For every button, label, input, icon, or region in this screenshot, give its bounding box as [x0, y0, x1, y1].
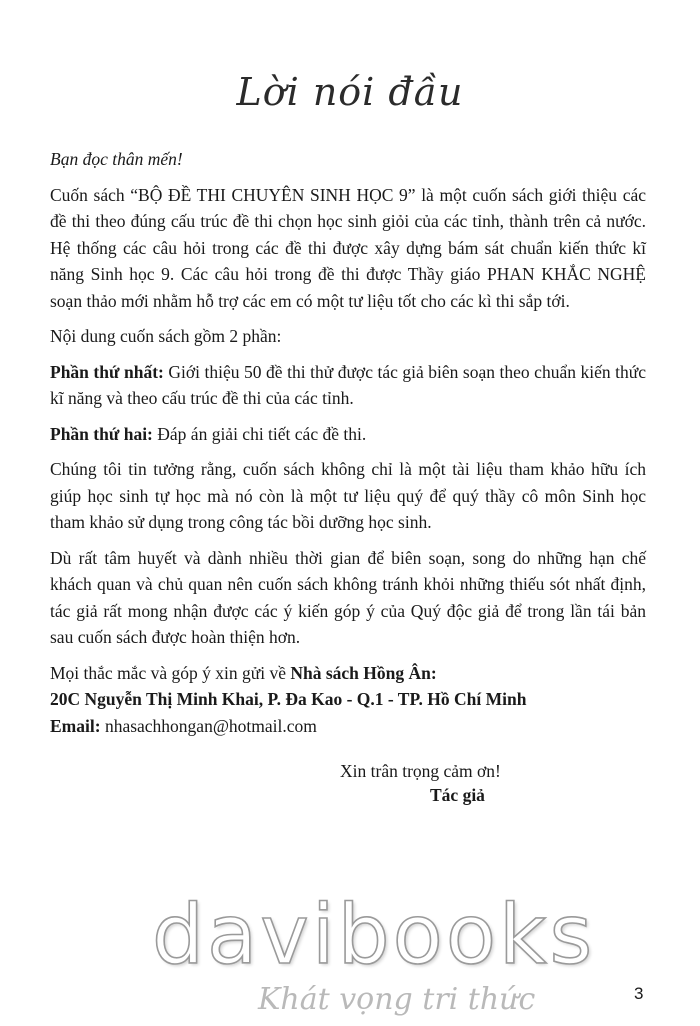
watermark-slogan: Khát vọng tri thức [258, 982, 536, 1017]
part2-label: Phần thứ hai: [50, 423, 153, 444]
part1-paragraph [50, 359, 646, 412]
part2-text: Đáp án giải chi tiết các đề thi. [152, 423, 367, 444]
email-line [50, 713, 646, 740]
apology-paragraph: Dù rất tâm huyết và dành nhiều thời gian để biên soạn, song do những hạn chế khách quan và chủ quan nên cuốn sách không tránh khỏi những thiếu sót nhất định, tác giả rất mong nhận được các ý kiến góp ý của Quý độc giả để trong lần tái bản sau cuốn sách được hoàn thiện hơn. [50, 547, 646, 647]
page-number: 3 [634, 984, 644, 1003]
belief-paragraph: Chúng tôi tin tưởng rằng, cuốn sách không chỉ là một tài liệu tham khảo hữu ích giúp học sinh tự học mà nó còn là một tư liệu quý để quý thầy cô môn Sinh học tham khảo sử dụng trong công tác bồi dưỡng học sinh. [50, 459, 646, 532]
part2-paragraph [50, 421, 646, 448]
watermark-brand: davibooks [152, 888, 596, 983]
contact-intro: Mọi thắc mắc và góp ý xin gửi về [50, 662, 291, 683]
page-title: Lời nói đầu [236, 70, 464, 114]
part1-text: Giới thiệu 50 đề thi thử được tác giả biên soạn theo chuẩn kiến thức kĩ năng và theo cấu trúc đề thi của các tỉnh. [50, 361, 646, 408]
thanks-line: Xin trân trọng cảm ơn! [340, 761, 501, 781]
email-label: Email: [50, 715, 101, 736]
contact-line [50, 660, 646, 687]
intro-paragraph: Cuốn sách “BỘ ĐỀ THI CHUYÊN SINH HỌC 9” là một cuốn sách giới thiệu các đề thi theo đúng cấu trúc đề thi chọn học sinh giỏi của các tỉnh, thành trên cả nước. Hệ thống các câu hỏi trong các đề thi được xây dựng bám sát chuẩn kiến thức kĩ năng Sinh học 9. Các câu hỏi trong đề thi được Thầy giáo PHAN KHẮC NGHỆ soạn thảo mới nhằm hỗ trợ các em có một tư liệu tốt cho các kì thi sắp tới. [50, 184, 646, 311]
publisher-address: 20C Nguyễn Thị Minh Khai, P. Đa Kao - Q.1 - TP. Hồ Chí Minh [50, 689, 527, 709]
email-address: nhasachhongan@hotmail.com [100, 715, 317, 736]
publisher-name: Nhà sách Hồng Ân: [290, 662, 437, 683]
preface-body [50, 146, 646, 739]
part1-label: Phần thứ nhất: [50, 361, 164, 382]
content-intro: Nội dung cuốn sách gồm 2 phần: [50, 326, 282, 346]
author-signature: Tác giả [430, 785, 485, 805]
greeting: Bạn đọc thân mến! [50, 149, 183, 169]
